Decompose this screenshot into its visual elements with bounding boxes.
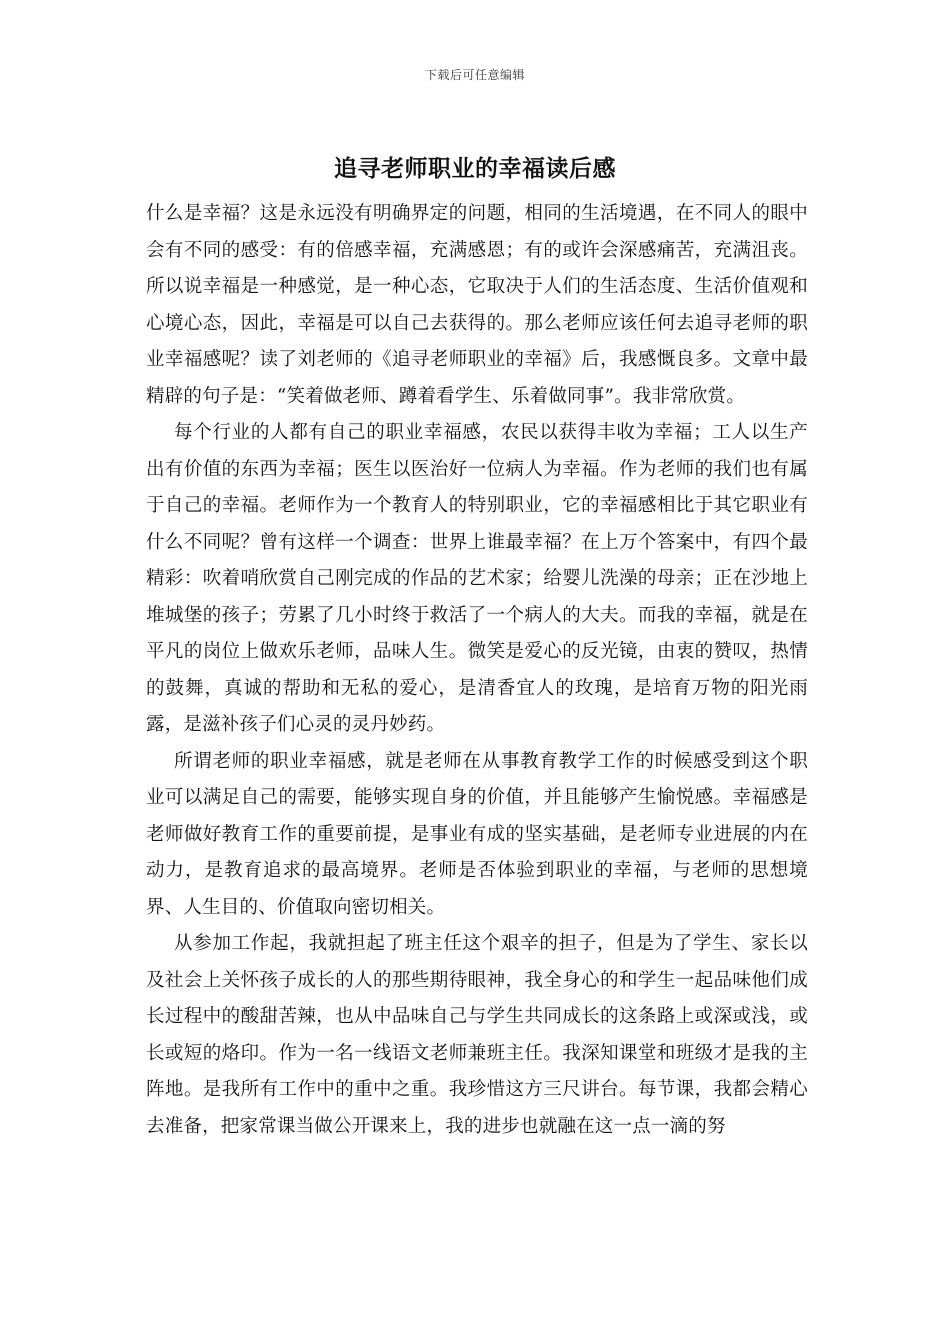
header-note: 下载后可任意编辑 [424, 68, 525, 82]
paragraph-personal-experience: 从参加工作起，我就担起了班主任这个艰辛的担子，但是为了学生、家长以及社会上关怀孩子成长的人的那些期待眼神，我全身心的和学生一起品味他们成长过程中的酸甜苦辣，也从中品味自己与学生共同成长的这条路上或深或浅，或长或短的烙印。作为一名一线语文老师兼班主任。我深知课堂和班级才是我的主阵地。是我所有工作中的重中之重。我珍惜这方三尺讲台。每节课，我都会精心去准备，把家常课当做公开课来上，我的进步也就融在这一点一滴的努 [146, 933, 808, 1137]
paragraph-career-happiness: 每个行业的人都有自己的职业幸福感，农民以获得丰收为幸福；工人以生产出有价值的东西为幸福；医生以医治好一位病人为幸福。作为老师的我们也有属于自己的幸福。老师作为一个教育人的特别职业，它的幸福感相比于其它职业有什么不同呢？曾有这样一个调查：世界上谁最幸福？在上万个答案中，有四个最精彩：吹着哨欣赏自己刚完成的作品的艺术家；给婴儿洗澡的母亲；正在沙地上堆城堡的孩子；劳累了几小时终于救活了一个病人的大夫。而我的幸福，就是在平凡的岗位上做欢乐老师，品味人生。微笑是爱心的反光镜，由衷的赞叹，热情的鼓舞，真诚的帮助和无私的爱心，是清香宜人的玫瑰，是培育万物的阳光雨露，是滋补孩子们心灵的灵丹妙药。 [146, 422, 808, 735]
document-title: 追寻老师职业的幸福读后感 [334, 155, 616, 182]
paragraph-intro: 什么是幸福？这是永远没有明确界定的问题，相同的生活境遇，在不同人的眼中会有不同的感受：有的倍感幸福，充满感恩；有的或许会深感痛苦，充满沮丧。所以说幸福是一种感觉，是一种心态，它取决于人们的生活态度、生活价值观和心境心态，因此，幸福是可以自己去获得的。那么老师应该任何去追寻老师的职业幸福感呢？读了刘老师的《追寻老师职业的幸福》后，我感慨良多。文章中最精辟的句子是：“笑着做老师、蹲着看学生、乐着做同事”。我非常欣赏。 [146, 203, 808, 407]
paragraph-definition: 所谓老师的职业幸福感，就是老师在从事教育教学工作的时候感受到这个职业可以满足自己的需要，能够实现自身的价值，并且能够产生愉悦感。幸福感是老师做好教育工作的重要前提，是事业有成的坚实基础，是老师专业进展的内在动力，是教育追求的最高境界。老师是否体验到职业的幸福，与老师的思想境界、人生目的、价值取向密切相关。 [146, 750, 808, 918]
document-body [146, 196, 808, 1145]
